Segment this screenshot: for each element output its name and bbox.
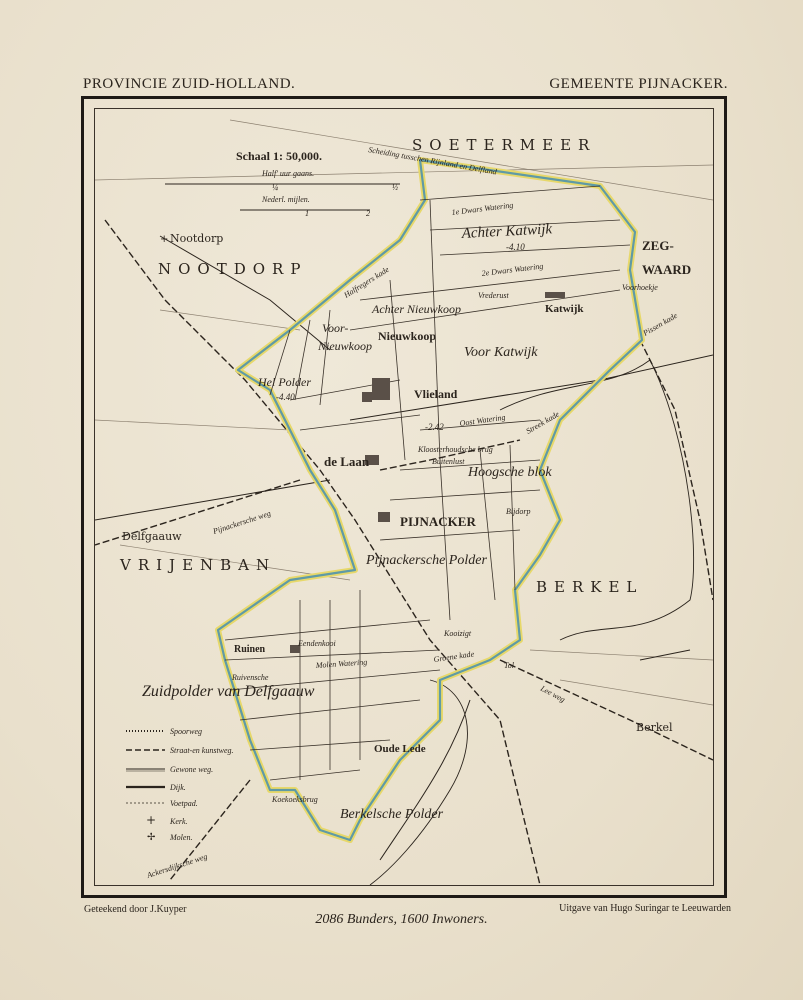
polder-labels (142, 221, 553, 822)
label-streek-kade: Streek kade (524, 409, 561, 436)
label-zuidpolder: Zuidpolder van Delfgaauw (142, 683, 315, 700)
label-lee-weg: Lee weg (539, 683, 567, 705)
label-vrijenban: VRIJENBAN (120, 556, 277, 574)
label-dwars2: 2e Dwars Watering (481, 261, 544, 278)
label-kloosterhoud: Kloosterhoudsche brug (418, 445, 493, 454)
label-pijnackersche-weg: Pijnackersche weg (211, 508, 272, 536)
label-hel-polder: Hel Polder (258, 375, 311, 389)
label-nootdorp-town: Nootdorp (170, 232, 224, 245)
label-achter-katwijk: Achter Katwijk (461, 221, 553, 242)
church-icon: + (146, 813, 157, 827)
label-achter-nieuwkoop: Achter Nieuwkoop (372, 302, 461, 316)
municipality-title: GEMEENTE PIJNACKER. (549, 76, 728, 92)
label-ackersdijksche: Ackersdijksche weg (145, 851, 209, 880)
label-nieuwkoop: Nieuwkoop (378, 329, 437, 343)
province-title: PROVINCIE ZUID-HOLLAND. (83, 76, 296, 92)
label-berkelsche-polder: Berkelsche Polder (340, 807, 444, 822)
label-voorhoekje: Voorhoekje (622, 283, 658, 292)
legend-label-3: Dijk. (170, 783, 186, 792)
label-koekoeksbrug: Koekoeksbrug (272, 795, 318, 804)
legend-label-2: Gewone weg. (170, 765, 214, 774)
label-voor-katwijk: Voor Katwijk (464, 345, 538, 360)
label-zegwaard-1: ZEG- (642, 238, 674, 253)
label-oost-watering: Oost Watering (459, 412, 506, 428)
legend (126, 727, 234, 843)
label-halfregers: Halfregers kade (342, 264, 391, 300)
publisher: Uitgave van Hugo Suringar te Leeuwarden (559, 903, 731, 914)
label-hel-polder-level: -4.40 (276, 392, 295, 402)
minor-labels (145, 145, 679, 880)
scale-bar (165, 149, 400, 218)
label-berkel-town: Berkel (636, 721, 673, 734)
label-nootdorp-region: NOOTDORP (158, 260, 308, 278)
scale-hour-mark-b: ½ (392, 183, 398, 192)
legend-label-0: Spoorweg (170, 727, 202, 736)
windmill-icon: ✢ (147, 832, 156, 843)
label-ruivensche: Ruivensche (232, 673, 269, 682)
legend-label-5: Kerk. (170, 817, 188, 826)
label-kooizigt: Kooizigt (444, 629, 472, 638)
legend-label-4: Voetpad. (170, 799, 198, 808)
label-voor-nieuwkoop-1: Voor- (322, 321, 349, 335)
label-groene-kade: Groene kade (433, 649, 475, 664)
scale-hour-mark-a: ¼ (272, 183, 278, 192)
label-berkel-region: BERKEL (536, 578, 644, 596)
label-scheiding: Scheiding tusschen Rijnland en Delfland (367, 145, 498, 177)
scale-title: Schaal 1: 50,000. (236, 149, 323, 163)
label-vlieland: Vlieland (414, 387, 458, 401)
label-ruinen: Ruinen (234, 644, 266, 655)
label-molen-watering: Molen Watering (315, 657, 368, 670)
label-pijnackersche-polder: Pijnackersche Polder (366, 553, 487, 568)
label-bijdorp: Bijdorp (506, 507, 531, 516)
legend-label-6: Molen. (170, 833, 193, 842)
statistics: 2086 Bunders, 1600 Inwoners. (315, 912, 488, 927)
scale-mile-label: Nederl. mijlen. (262, 195, 310, 204)
scale-mile-mark-b: 2 (366, 209, 370, 218)
label-oude-lede: Oude Lede (374, 743, 426, 755)
label-katwijk: Katwijk (545, 303, 584, 315)
label-hoogsche-blok: Hoogsche blok (468, 465, 552, 480)
label-voor-nieuwkoop-2: Nieuwkoop (318, 339, 372, 353)
label-tol: Tol (504, 661, 514, 670)
church-icon: + (160, 234, 169, 245)
label-de-laan: de Laan (324, 454, 370, 469)
label-delfgaauw: Delfgaauw (122, 530, 182, 543)
label-pissen-kade: Pissen kade (641, 310, 679, 338)
label-vrederust: Vrederust (478, 291, 509, 300)
drawn-by: Geteekend door J.Kuyper (84, 904, 187, 915)
label-pijnacker: PIJNACKER (400, 514, 476, 529)
label-eendenkooi: Eendenkooi (298, 639, 336, 648)
label-achter-katwijk-level: -4.10 (506, 242, 525, 252)
label-dwars1: 1e Dwars Watering (451, 200, 514, 217)
scale-mile-mark-a: 1 (305, 209, 309, 218)
legend-label-1: Straat-en kunstweg. (170, 746, 234, 755)
label-soetermeer: SOETERMEER (412, 136, 597, 154)
label-buitenlust: Buitenlust (432, 457, 465, 466)
label-zegwaard-2: WAARD (642, 262, 692, 277)
scale-hour-label: Half' uur gaans. (262, 169, 315, 178)
label-level-242: -2.42 (425, 422, 444, 432)
